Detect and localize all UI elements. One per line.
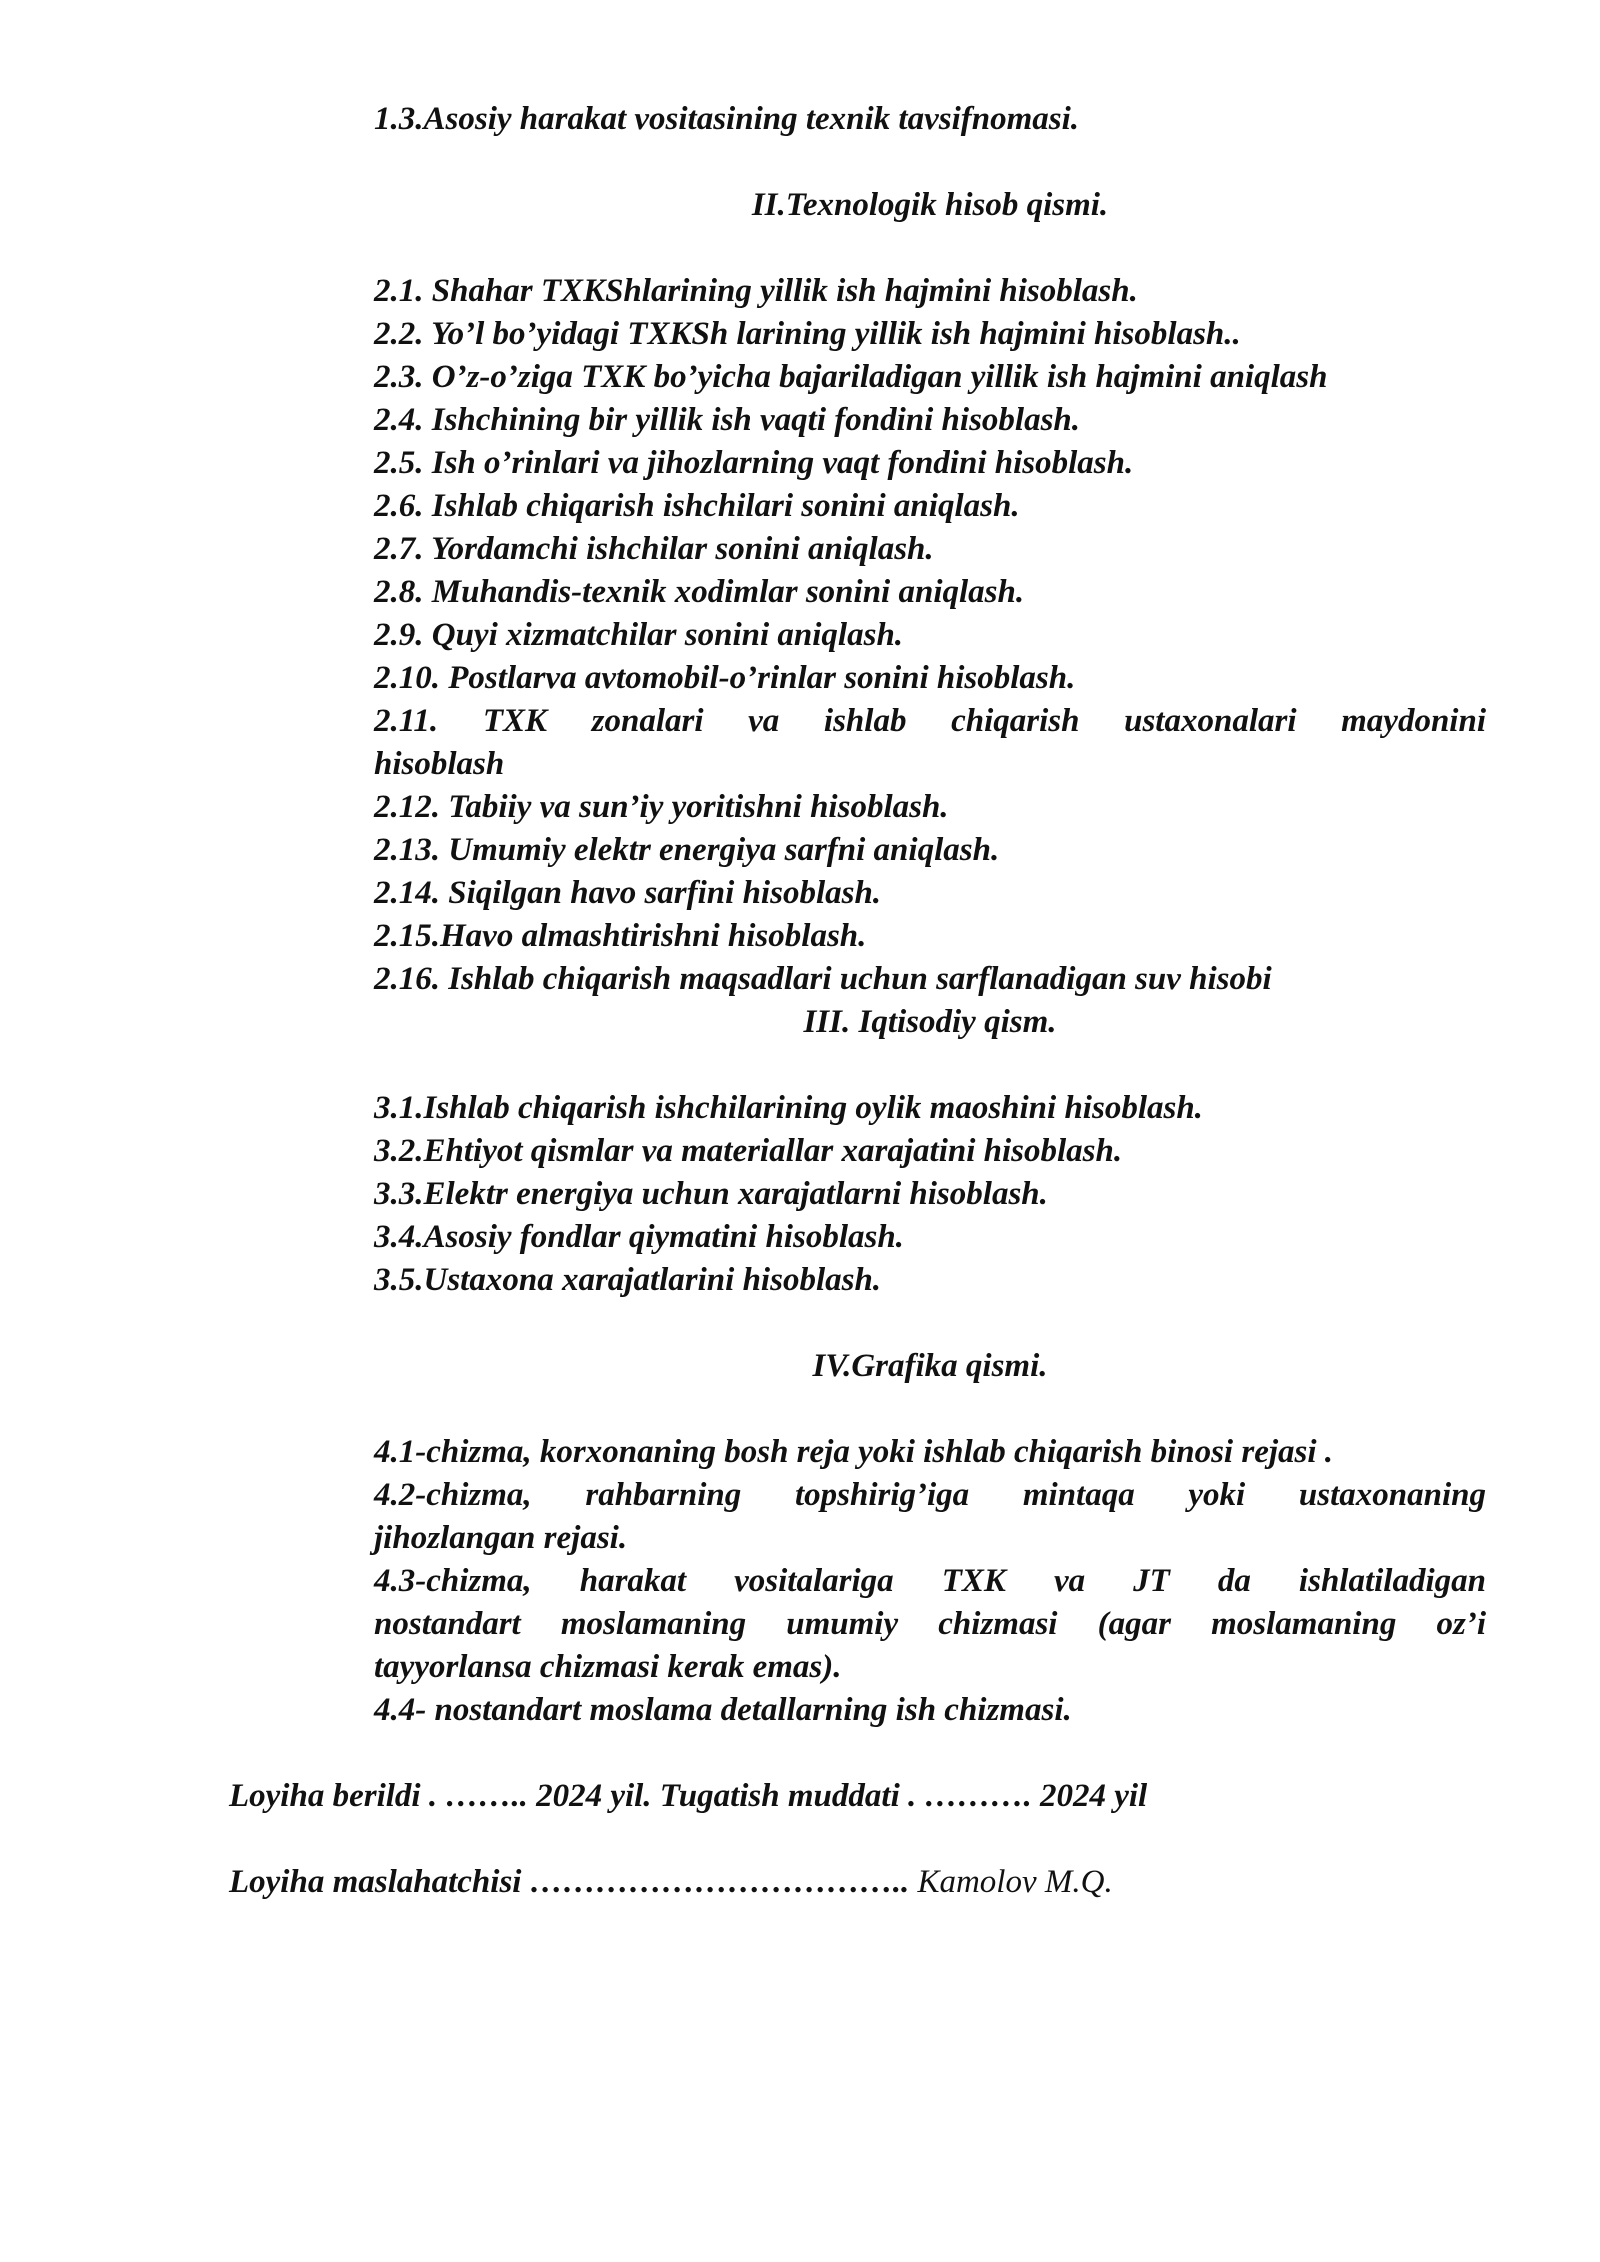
section3-item: 3.3.Elektr energiya uchun xarajatlarni hisoblash.	[374, 1176, 1048, 1212]
section2-item: 2.14. Siqilgan havo sarfini hisoblash.	[374, 875, 882, 911]
section2-item: 2.11. TXK zonalari va ishlab chiqarish ustaxonalari maydonini	[374, 703, 1486, 739]
section3-item: 3.2.Ehtiyot qismlar va materiallar xarajatini hisoblash.	[374, 1133, 1123, 1169]
section2-item: 2.2. Yo’l bo’yidagi TXKSh larining yillik ish hajmini hisoblash..	[374, 316, 1241, 352]
section2-item: 2.15.Havo almashtirishni hisoblash.	[374, 918, 867, 954]
section2-heading: II.Texnologik hisob qismi.	[751, 187, 1109, 223]
section2-item: 2.8. Muhandis-texnik xodimlar sonini aniqlash.	[374, 574, 1025, 610]
section2-item: 2.12. Tabiiy va sun’iy yoritishni hisoblash.	[374, 789, 949, 825]
section2-item: 2.9. Quyi xizmatchilar sonini aniqlash.	[374, 617, 904, 653]
section4-item: 4.4- nostandart moslama detallarning ish chizmasi.	[374, 1692, 1072, 1728]
section2-item: 2.1. Shahar TXKShlarining yillik ish hajmini hisoblash.	[374, 273, 1138, 309]
section2-item-continuation: hisoblash	[374, 746, 505, 782]
section3-item: 3.1.Ishlab chiqarish ishchilarining oylik maoshini hisoblash.	[374, 1090, 1203, 1126]
section2-item: 2.7. Yordamchi ishchilar sonini aniqlash.	[374, 531, 934, 567]
section3-item: 3.4.Asosiy fondlar qiymatini hisoblash.	[374, 1219, 904, 1255]
section4-item: 4.3-chizma, harakat vositalariga TXK va JT da ishlatiladigan	[374, 1563, 1486, 1599]
project-advisor-line	[229, 1860, 1113, 1904]
project-dates-line: Loyiha berildi . …….. 2024 yil. Tugatish muddati . ………. 2024 yil	[229, 1778, 1148, 1814]
section4-heading: IV.Grafika qismi.	[812, 1348, 1048, 1384]
section2-item: 2.13. Umumiy elektr energiya sarfni aniqlash.	[374, 832, 1000, 868]
section3-item: 3.5.Ustaxona xarajatlarini hisoblash.	[374, 1262, 882, 1298]
advisor-label: Loyiha maslahatchisi ……………………………..	[229, 1864, 910, 1900]
section2-item: 2.10. Postlarva avtomobil-o’rinlar sonini hisoblash.	[374, 660, 1076, 696]
section4-item-continuation: jihozlangan rejasi.	[374, 1520, 628, 1556]
section4-item-continuation: nostandart moslamaning umumiy chizmasi (agar moslamaning oz’i	[374, 1606, 1486, 1642]
section2-item: 2.5. Ish o’rinlari va jihozlarning vaqt fondini hisoblash.	[374, 445, 1134, 481]
section2-item: 2.16. Ishlab chiqarish maqsadlari uchun sarflanadigan suv hisobi	[374, 961, 1272, 997]
section2-item: 2.3. O’z-o’ziga TXK bo’yicha bajariladigan yillik ish hajmini aniqlash	[374, 359, 1328, 395]
section4-item-continuation: tayyorlansa chizmasi kerak emas).	[374, 1649, 842, 1685]
section2-item: 2.6. Ishlab chiqarish ishchilari sonini aniqlash.	[374, 488, 1020, 524]
section3-heading: III. Iqtisodiy qism.	[803, 1004, 1057, 1040]
section2-item: 2.4. Ishchining bir yillik ish vaqti fondini hisoblash.	[374, 402, 1081, 438]
section4-item: 4.2-chizma, rahbarning topshirig’iga mintaqa yoki ustaxonaning	[374, 1477, 1486, 1513]
advisor-name: Kamolov M.Q.	[909, 1864, 1113, 1900]
section4-item: 4.1-chizma, korxonaning bosh reja yoki ishlab chiqarish binosi rejasi .	[374, 1434, 1334, 1470]
section1-item-1-3: 1.3.Asosiy harakat vositasining texnik tavsifnomasi.	[374, 101, 1080, 137]
